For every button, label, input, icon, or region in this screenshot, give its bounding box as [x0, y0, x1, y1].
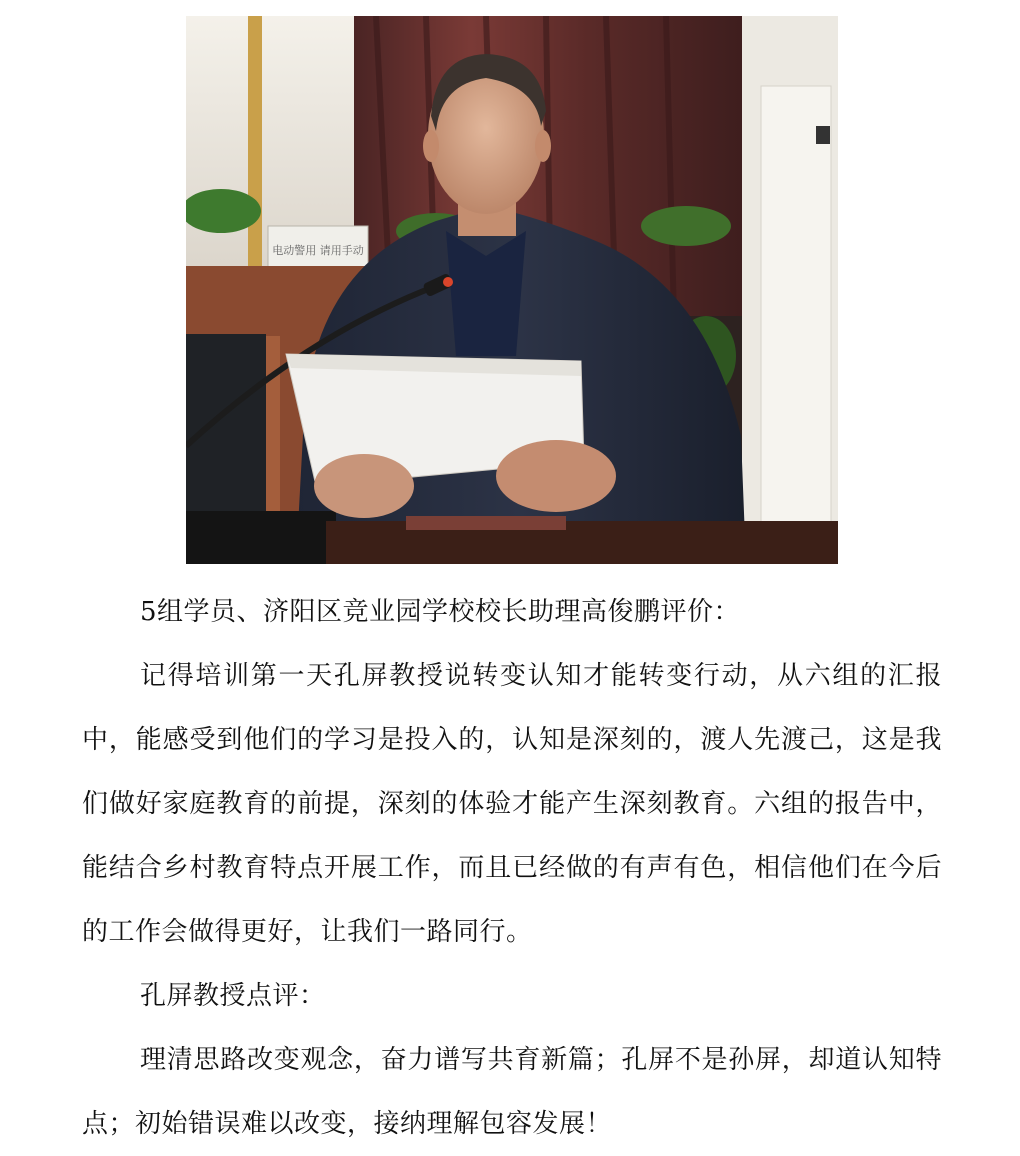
photo-sign-text: 电动警用 请用手动 [272, 244, 364, 257]
professor-heading: 孔屏教授点评： [140, 981, 326, 1011]
reviewer-heading: 5组学员、济阳区竞业园学校校长助理高俊鹏评价： [140, 597, 741, 627]
speaker-photo-illustration [186, 16, 838, 564]
speaker-photo [186, 16, 838, 564]
review-body-paragraph: 记得培训第一天孔屏教授说转变认知才能转变行动，从六组的汇报中，能感受到他们的学习是投入的，认知是深刻的，渡人先渡己，这是我们做好家庭教育的前提，深刻的体验才能产生深刻教育。六组的报告中，能结合乡村教育特点开展工作，而且已经做的有声有色，相信他们在今后的工作会做得更好，让我们一路同行。 [82, 661, 942, 947]
professor-comment-paragraph: 理清思路改变观念，奋力谱写共育新篇；孔屏不是孙屏，却道认知特点；初始错误难以改变，接纳理解包容发展！ [82, 1045, 942, 1139]
